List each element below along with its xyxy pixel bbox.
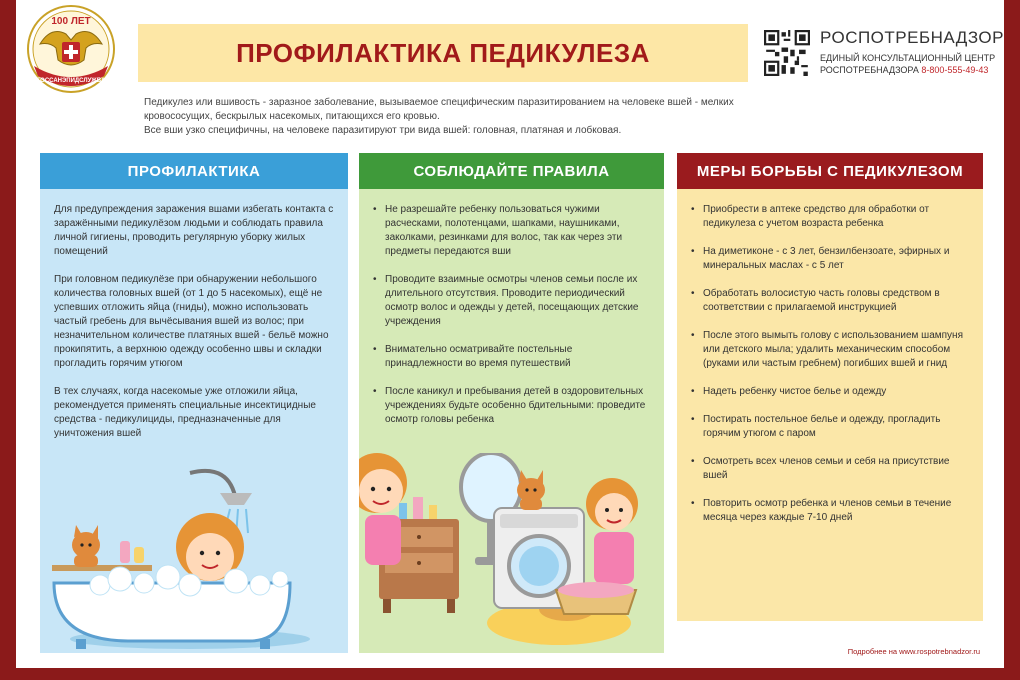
qr-code-icon — [764, 30, 810, 76]
washing-machine-child-illustration — [486, 468, 656, 618]
list-item: • Повторить осмотр ребенка и членов семьи в течение месяца через каждые 7-10 дней — [691, 497, 969, 525]
measures-body — [677, 189, 983, 621]
list-item: • Обработать волосистую часть головы средством в соответствии с прилагаемой инструкцией — [691, 287, 969, 315]
org-block — [820, 28, 1004, 76]
list-item: • Не разрешайте ребенку пользоваться чужими расческами, полотенцами, шапками, наушниками, заколками, резинками для волос, так как через эти предметы передаются вши — [373, 203, 650, 259]
list-item: • Постирать постельное белье и одежду, прогладить горячим утюгом с паром — [691, 413, 969, 441]
prevention-body — [40, 189, 348, 653]
prevention-paragraph: При головном педикулёзе при обнаружении небольшого количества головных вшей (от 1 до 5 насекомых), ещё не успевших отложить яйца (гниды), можно использовать частый гребень для вычёсывания вшей из волос; при незначительном количестве платяных вшей - бельё можно прокипятить, а верхнюю одежду особенно швы и складки прогладить горячим утюгом — [54, 274, 329, 369]
hotline-phone: 8-800-555-49-43 — [921, 65, 989, 75]
intro-line1: Педикулез или вшивость - заразное заболевание, вызываемое специфическим паразитированием на человеке вшей - мелких кровососущих, бескрылых насекомых, питающихся его кровью. — [144, 97, 734, 122]
prevention-text — [40, 189, 348, 441]
list-item: • После каникул и пребывания детей в оздоровительных учреждениях будьте особенно бдительными: проведите осмотр головы ребенка — [373, 385, 650, 427]
intro-line2: Все вши узко специфичны, на человеке паразитируют три вида вшей: головная, платяная и лобковая. — [144, 125, 622, 136]
rules-header: СОБЛЮДАЙТЕ ПРАВИЛА — [359, 153, 664, 189]
prevention-header: ПРОФИЛАКТИКА — [40, 153, 348, 189]
list-item: • Осмотреть всех членов семьи и себя на присутствие вшей — [691, 455, 969, 483]
list-item: • Надеть ребенку чистое белье и одежду — [691, 385, 969, 399]
prevention-paragraph: Для предупреждения заражения вшами избегать контакта с заражёнными педикулёзом людьми и соблюдать правила личной гигиены, проводить регулярную уборку жилых помещений — [54, 204, 334, 257]
list-item: • Приобрести в аптеке средство для обработки от педикулеза с учетом возраста ребенка — [691, 203, 969, 231]
measures-column — [677, 153, 983, 621]
emblem-anniversary-text: 100 ЛЕТ — [51, 16, 91, 27]
footer-link[interactable]: Подробнее на www.rospotrebnadzor.ru — [847, 647, 980, 656]
measures-header: МЕРЫ БОРЬБЫ С ПЕДИКУЛЕЗОМ — [677, 153, 983, 189]
measures-list — [691, 203, 969, 525]
list-item: • Проводите взаимные осмотры членов семьи после их длительного отсутствия. Проводите периодический осмотр волос и одежды у детей, посещающих детские учреждения — [373, 273, 650, 329]
rules-list — [373, 203, 650, 427]
org-name: РОСПОТРЕБНАДЗОР — [820, 28, 1004, 47]
emblem-icon — [26, 4, 116, 94]
rules-text — [359, 189, 664, 427]
prevention-paragraph: В тех случаях, когда насекомые уже отложили яйца, рекомендуется применять специальные инсектицидные средства - педикулициды, предназначенные для уничтожения вшей — [54, 386, 316, 439]
measures-text — [677, 189, 983, 525]
list-item: • Внимательно осматривайте постельные принадлежности во время путешествий — [373, 343, 650, 371]
list-item: • После этого вымыть голову с использованием шампуня или детского мыла; удалить механическим способом (руками или частым гребнем) погибших вшей и гнид — [691, 329, 969, 371]
page-title: ПРОФИЛАКТИКА ПЕДИКУЛЕЗА — [236, 37, 650, 68]
bath-child-illustration — [40, 453, 348, 653]
org-line1: ЕДИНЫЙ КОНСУЛЬТАЦИОННЫЙ ЦЕНТР — [820, 53, 996, 63]
intro-text — [144, 96, 764, 138]
poster — [16, 0, 1004, 668]
prevention-column — [40, 153, 348, 653]
list-item: • На диметиконе - с 3 лет, бензилбензоате, эфирных и минеральных маслах - с 5 лет — [691, 245, 969, 273]
title-bar — [138, 24, 748, 82]
org-line2: РОСПОТРЕБНАДЗОРА — [820, 65, 919, 75]
emblem-band-text: ГОССАНЭПИДСЛУЖБА — [36, 78, 106, 84]
org-line2-row — [820, 64, 1000, 76]
